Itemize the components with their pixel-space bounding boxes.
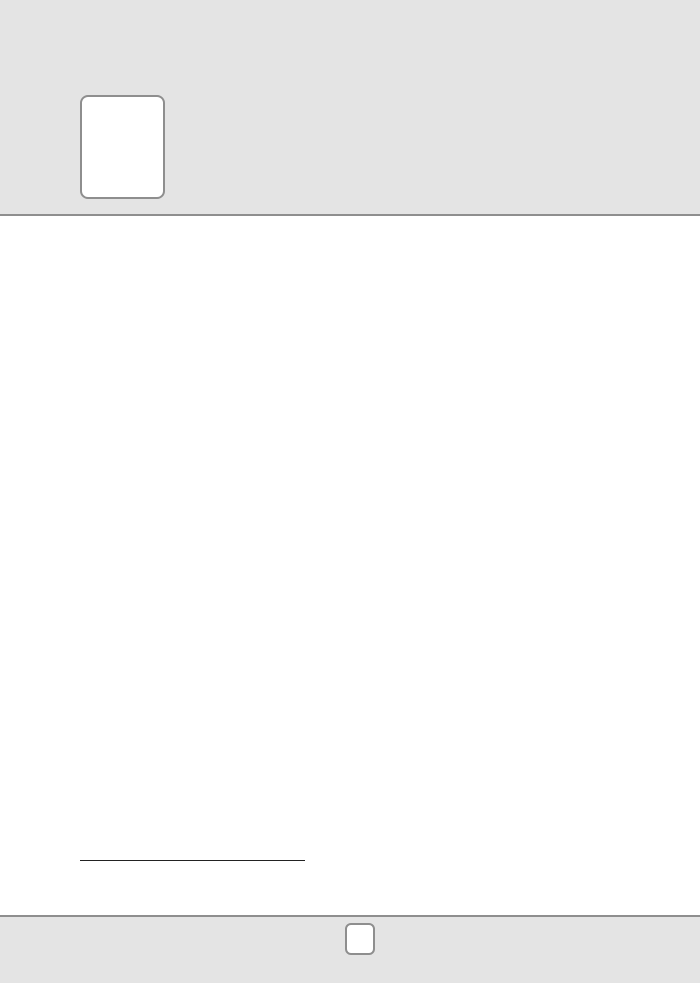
footnote-separator: [80, 860, 305, 861]
chapter-number-box: [80, 95, 165, 199]
figure-top-pieces: [0, 385, 700, 535]
figure-shifted-configurations: [0, 700, 700, 850]
page-number-box: [345, 923, 375, 955]
